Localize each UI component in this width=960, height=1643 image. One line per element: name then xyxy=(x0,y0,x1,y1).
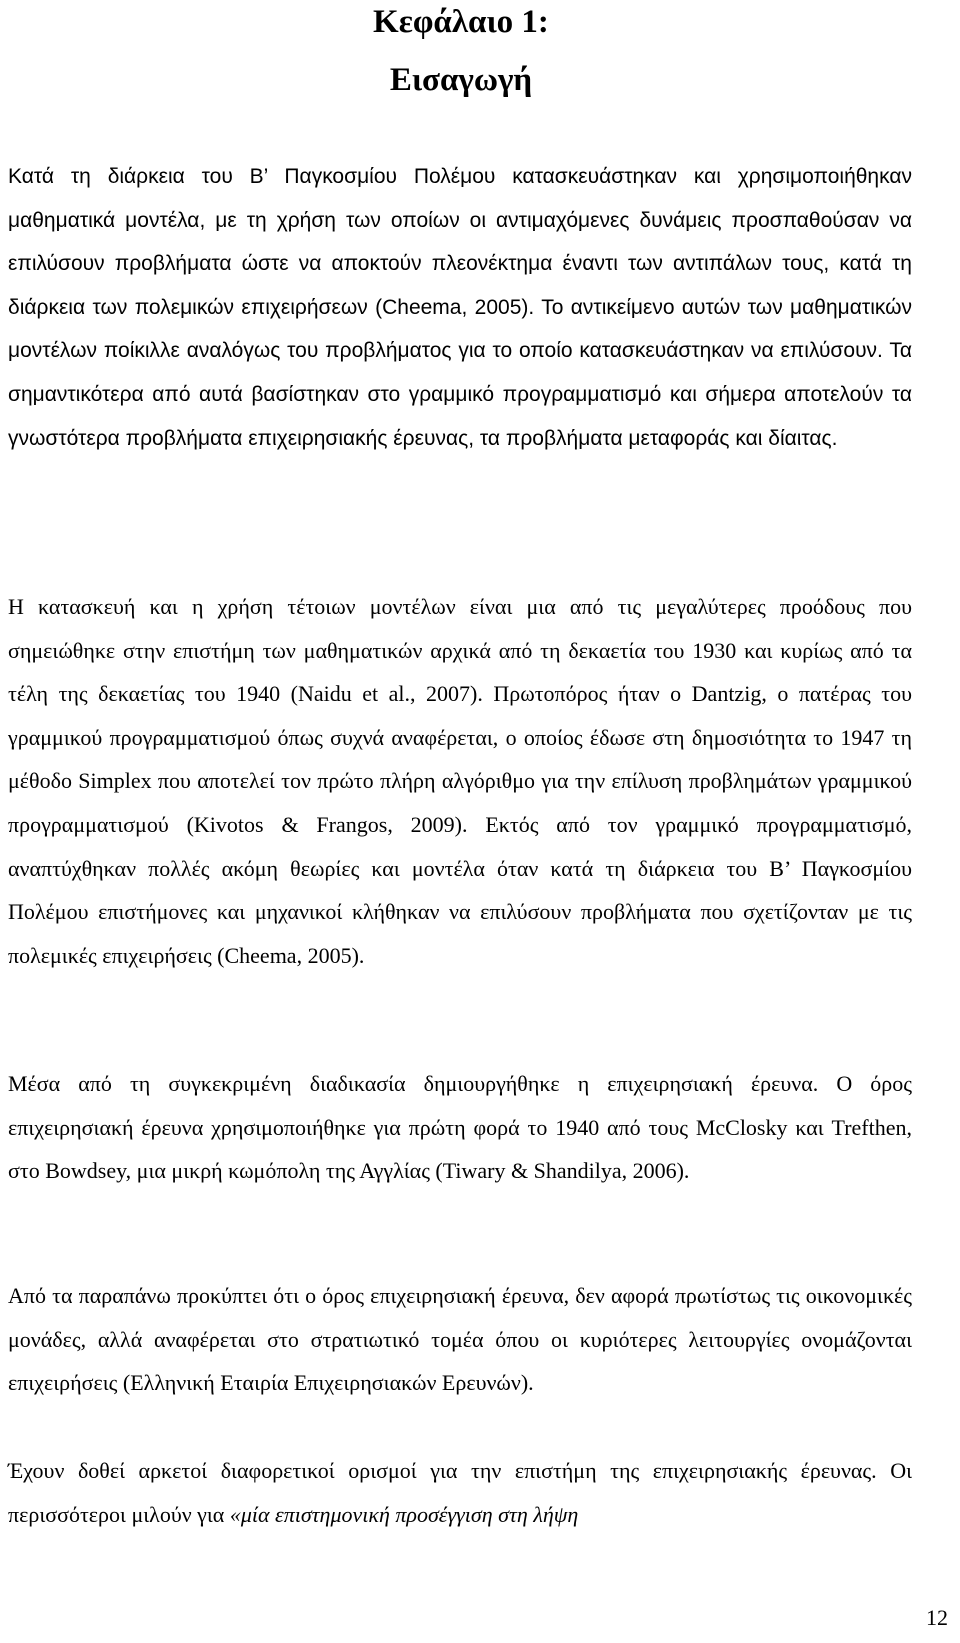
paragraph-1: Κατά τη διάρκεια του Β’ Παγκοσμίου Πολέμου κατασκευάστηκαν και χρησιμοποιήθηκαν μαθηματικά μοντέλα, με τη χρήση των οποίων οι αντιμαχόμενες δυνάμεις προσπαθούσαν να επιλύσουν προβλήματα ώστε να αποκτούν πλεονέκτημα έναντι των αντιπάλων τους, κατά τη διάρκεια των πολεμικών επιχειρήσεων (Cheema, 2005). Το αντικείμενο αυτών των μαθηματικών μοντέλων ποίκιλλε αναλόγως του προβλήματος για το οποίο κατασκευάστηκαν να επιλύσουν. Τα σημαντικότερα από αυτά βασίστηκαν στο γραμμικό προγραμματισμό και σήμερα αποτελούν τα γνωστότερα προβλήματα επιχειρησιακής έρευνας, τα προβλήματα μεταφοράς και δίαιτας. xyxy=(8,165,912,450)
paragraph-5-text: Έχουν δοθεί αρκετοί διαφορετικοί ορισμοί για την επιστήμη της επιχειρησιακής έρευνας. Οι περισσότεροι μιλούν για xyxy=(8,1458,912,1527)
paragraph-5 xyxy=(8,1449,912,1536)
chapter-title: Εισαγωγή xyxy=(389,62,533,98)
paragraph-4: Από τα παραπάνω προκύπτει ότι ο όρος επιχειρησιακή έρευνα, δεν αφορά πρωτίστως τις οικονομικές μονάδες, αλλά αναφέρεται στο στρατιωτικό τομέα όπου οι κυριότερες λειτουργίες ονομάζονται επιχειρήσεις (Ελληνική Εταιρία Επιχειρησιακών Ερευνών). xyxy=(8,1283,912,1396)
chapter-heading: Κεφάλαιο 1: xyxy=(373,4,549,40)
page-number: 12 xyxy=(926,1605,948,1630)
paragraph-3: Μέσα από τη συγκεκριμένη διαδικασία δημιουργήθηκε η επιχειρησιακή έρευνα. Ο όρος επιχειρησιακή έρευνα χρησιμοποιήθηκε για πρώτη φορά το 1940 από τους McClosky και Trefthen, στο Bowdsey, μια μικρή κωμόπολη της Αγγλίας (Tiwary & Shandilya, 2006). xyxy=(8,1071,912,1184)
paragraph-5-italic-quote: «μία επιστημονική προσέγγιση στη λήψη xyxy=(229,1501,579,1527)
paragraph-2: Η κατασκευή και η χρήση τέτοιων μοντέλων είναι μια από τις μεγαλύτερες προόδους που σημειώθηκε στην επιστήμη των μαθηματικών αρχικά από τη δεκαετία του 1930 και κυρίως από τα τέλη της δεκαετίας του 1940 (Naidu et al., 2007). Πρωτοπόρος ήταν ο Dantzig, ο πατέρας του γραμμικού προγραμματισμού όπως συχνά αναφέρεται, ο οποίος έδωσε στη δημοσιότητα το 1947 τη μέθοδο Simplex που αποτελεί τον πρώτο πλήρη αλγόριθμο για την επίλυση προβλημάτων γραμμικού προγραμματισμού (Kivotos & Frangos, 2009). Εκτός από τον γραμμικό προγραμματισμό, αναπτύχθηκαν πολλές ακόμη θεωρίες και μοντέλα όταν κατά τη διάρκεια του Β’ Παγκοσμίου Πολέμου επιστήμονες και μηχανικοί κλήθηκαν να επιλύσουν προβλήματα που σχετίζονταν με τις πολεμικές επιχειρήσεις (Cheema, 2005). xyxy=(8,594,912,968)
